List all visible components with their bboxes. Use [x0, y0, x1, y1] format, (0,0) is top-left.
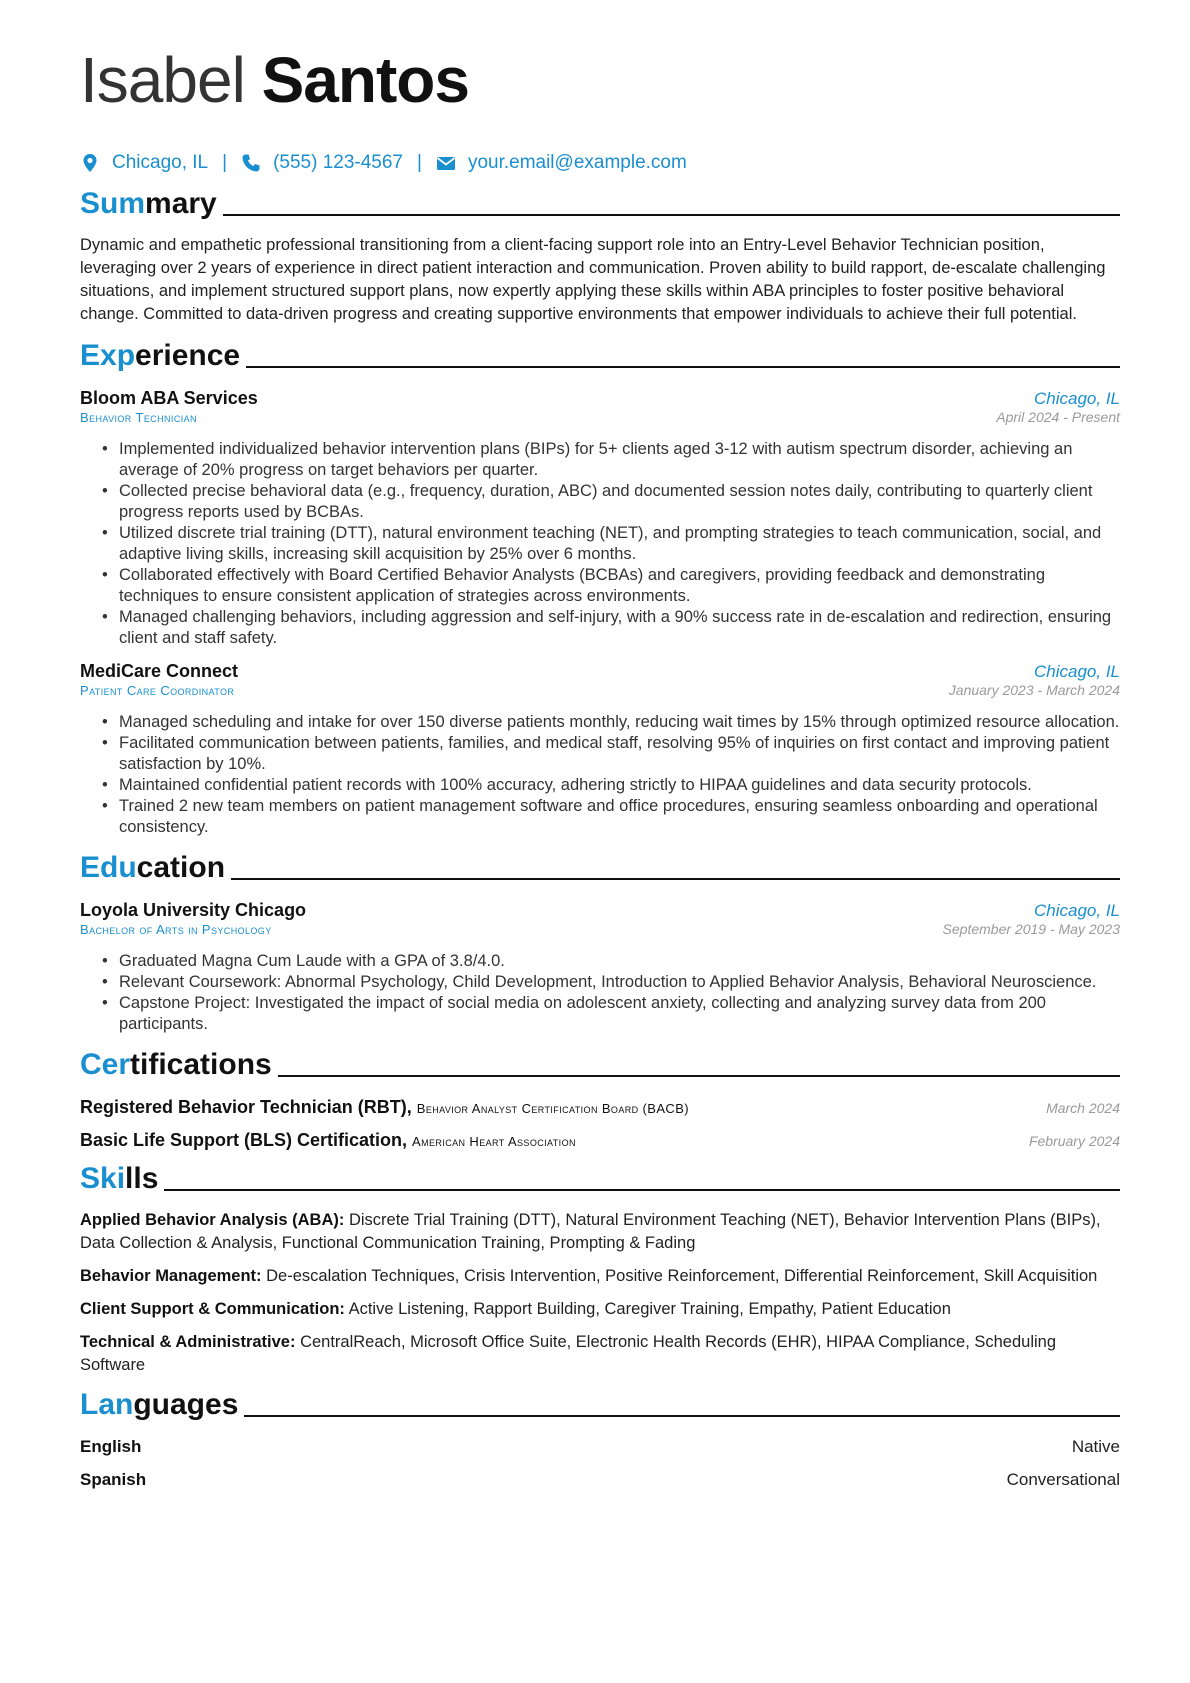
section-rule [244, 1415, 1120, 1417]
skill-group [80, 1265, 1120, 1288]
cert-date: March 2024 [1046, 1100, 1120, 1116]
list-item: • Maintained confidential patient records with 100% accuracy, adhering strictly to HIPAA guidelines and data security protocols. [102, 775, 1120, 796]
language-name: English [80, 1437, 142, 1456]
map-marker-icon [80, 153, 100, 173]
section-heading [80, 1159, 1120, 1197]
section-rule [246, 366, 1120, 368]
education-section [80, 848, 1120, 1035]
education-entry [80, 900, 1120, 1035]
list-item: • Relevant Coursework: Abnormal Psychology, Child Development, Introduction to Applied Behavior Analysis, Behavioral Neuroscience. [102, 972, 1120, 993]
language-item [80, 1435, 1120, 1458]
summary-section [80, 184, 1120, 326]
certification-item: Registered Behavior Technician (RBT), Behavior Analyst Certification Board (BACB) March 2024 [80, 1097, 1120, 1117]
first-name: Isabel [80, 44, 245, 116]
contact-info [80, 148, 1120, 178]
phone-text: (555) 123-4567 [273, 152, 403, 173]
skill-group [80, 1331, 1120, 1377]
languages-section [80, 1385, 1120, 1491]
section-heading [80, 1045, 1120, 1083]
list-item: • Facilitated communication between patients, families, and medical staff, resolving 95% of inquiries on first contact and improving patient satisfaction by 10%. [102, 733, 1120, 775]
job-org: MediCare Connect [80, 661, 239, 681]
certification-item: Basic Life Support (BLS) Certification, American Heart Association February 2024 [80, 1130, 1120, 1150]
section-heading [80, 336, 1120, 374]
section-heading [80, 184, 1120, 222]
section-rule [231, 878, 1120, 880]
section-title: Certifications [80, 1048, 272, 1081]
list-item: • Trained 2 new team members on patient management software and office procedures, ensuring seamless onboarding and operational consistency. [102, 796, 1120, 838]
section-rule [223, 214, 1120, 216]
job-entry [80, 661, 1120, 838]
contact-separator: | [222, 152, 228, 173]
cert-date: February 2024 [1028, 1133, 1120, 1149]
email-text: your.email@example.com [467, 152, 687, 173]
list-item: • Collected precise behavioral data (e.g., frequency, duration, ABC) and documented session notes daily, contributing to quarterly client progress reports used by BCBAs. [102, 481, 1120, 523]
job-bullets [80, 439, 1120, 649]
job-org: Bloom ABA Services [80, 388, 258, 408]
skill-label: Applied Behavior Analysis (ABA): [80, 1211, 345, 1229]
contact-separator: | [417, 152, 422, 173]
section-heading [80, 1385, 1120, 1423]
section-title: Summary [80, 187, 217, 220]
skill-group [80, 1209, 1120, 1255]
job-bullets [80, 712, 1120, 838]
language-item [80, 1468, 1120, 1491]
skill-list: De-escalation Techniques, Crisis Intervention, Positive Reinforcement, Differential Reinforcement, Skill Acquisition [266, 1267, 1098, 1285]
summary-text: Dynamic and empathetic professional transitioning from a client-facing support role into an Entry-Level Behavior Technician position, leveraging over 2 years of experience in direct patient interaction and communication. Proven ability to build rapport, de-escalate challenging situations, and implement structured support plans, now expertly applying these skills within ABA principles to foster positive behavioral change. Committed to data-driven progress and creating supportive environments that empower individuals to achieve their full potential. [80, 236, 1106, 323]
skill-label: Technical & Administrative: [80, 1333, 296, 1351]
envelope-icon [436, 153, 456, 173]
section-title: Languages [80, 1388, 239, 1421]
section-title: Education [80, 851, 226, 884]
list-item: • Collaborated effectively with Board Certified Behavior Analysts (BCBAs) and caregivers, providing feedback and demonstrating techniques to ensure consistent application of strategies across environments. [102, 565, 1120, 607]
skill-list: CentralReach, Microsoft Office Suite, Electronic Health Records (EHR), HIPAA Compliance, Scheduling Software [80, 1333, 1057, 1374]
skills-section [80, 1159, 1120, 1377]
section-title: Experience [80, 339, 241, 372]
job-entry [80, 388, 1120, 649]
certifications-section [80, 1045, 1120, 1151]
list-item: • Implemented individualized behavior intervention plans (BIPs) for 5+ clients aged 3-12 with autism spectrum disorder, achieving an average of 20% progress on target behaviors per quarter. [102, 439, 1120, 481]
list-item: • Graduated Magna Cum Laude with a GPA of 3.8/4.0. [102, 951, 1120, 972]
job-location: Chicago, IL [1034, 389, 1120, 408]
cert-name: Basic Life Support (BLS) Certification [80, 1130, 403, 1150]
school-location: Chicago, IL [1034, 901, 1120, 920]
phone-icon [241, 153, 261, 173]
language-name: Spanish [80, 1470, 147, 1489]
job-dates: January 2023 - March 2024 [948, 682, 1120, 698]
contact-phone[interactable] [241, 152, 403, 174]
section-heading [80, 848, 1120, 886]
job-location: Chicago, IL [1034, 662, 1120, 681]
skill-label: Client Support & Communication: [80, 1300, 345, 1318]
cert-issuer: American Heart Association [412, 1134, 576, 1149]
section-rule [164, 1189, 1120, 1191]
location-text: Chicago, IL [112, 152, 209, 173]
job-role: Behavior Technician [80, 410, 197, 425]
skill-list: Discrete Trial Training (DTT), Natural Environment Teaching (NET), Behavior Intervention Plans (BIPs), Data Collection & Analysis, Functional Communication Training, Prompting & Fading [80, 1211, 1101, 1252]
education-bullets [80, 951, 1120, 1035]
degree: Bachelor of Arts in Psychology [80, 922, 272, 937]
job-role: Patient Care Coordinator [80, 683, 235, 698]
contact-location [80, 152, 208, 174]
experience-section [80, 336, 1120, 838]
list-item: • Capstone Project: Investigated the impact of social media on adolescent anxiety, collecting and analyzing survey data from 200 participants. [102, 993, 1120, 1035]
resume-page [80, 40, 1120, 1491]
last-name: Santos [261, 44, 469, 116]
candidate-name [80, 40, 1120, 120]
job-dates: April 2024 - Present [996, 409, 1120, 425]
contact-email[interactable] [436, 152, 687, 174]
cert-issuer: Behavior Analyst Certification Board (BACB) [416, 1101, 689, 1116]
language-level: Native [1071, 1437, 1120, 1456]
list-item: • Managed scheduling and intake for over 150 diverse patients monthly, reducing wait times by 15% through optimized resource allocation. [102, 712, 1120, 733]
list-item: • Utilized discrete trial training (DTT), natural environment teaching (NET), and prompting strategies to teach communication, social, and adaptive living skills, increasing skill acquisition by 25% over 6 months. [102, 523, 1120, 565]
section-rule [278, 1075, 1120, 1077]
skill-label: Behavior Management: [80, 1267, 262, 1285]
list-item: • Managed challenging behaviors, including aggression and self-injury, with a 90% success rate in de-escalation and redirection, ensuring client and staff safety. [102, 607, 1120, 649]
section-title: Skills [80, 1162, 159, 1195]
skill-group [80, 1298, 1120, 1321]
skill-list: Active Listening, Rapport Building, Caregiver Training, Empathy, Patient Education [348, 1300, 951, 1318]
language-level: Conversational [1006, 1470, 1120, 1489]
school-name: Loyola University Chicago [80, 900, 307, 920]
cert-name: Registered Behavior Technician (RBT) [80, 1097, 407, 1117]
education-dates: September 2019 - May 2023 [942, 921, 1120, 937]
